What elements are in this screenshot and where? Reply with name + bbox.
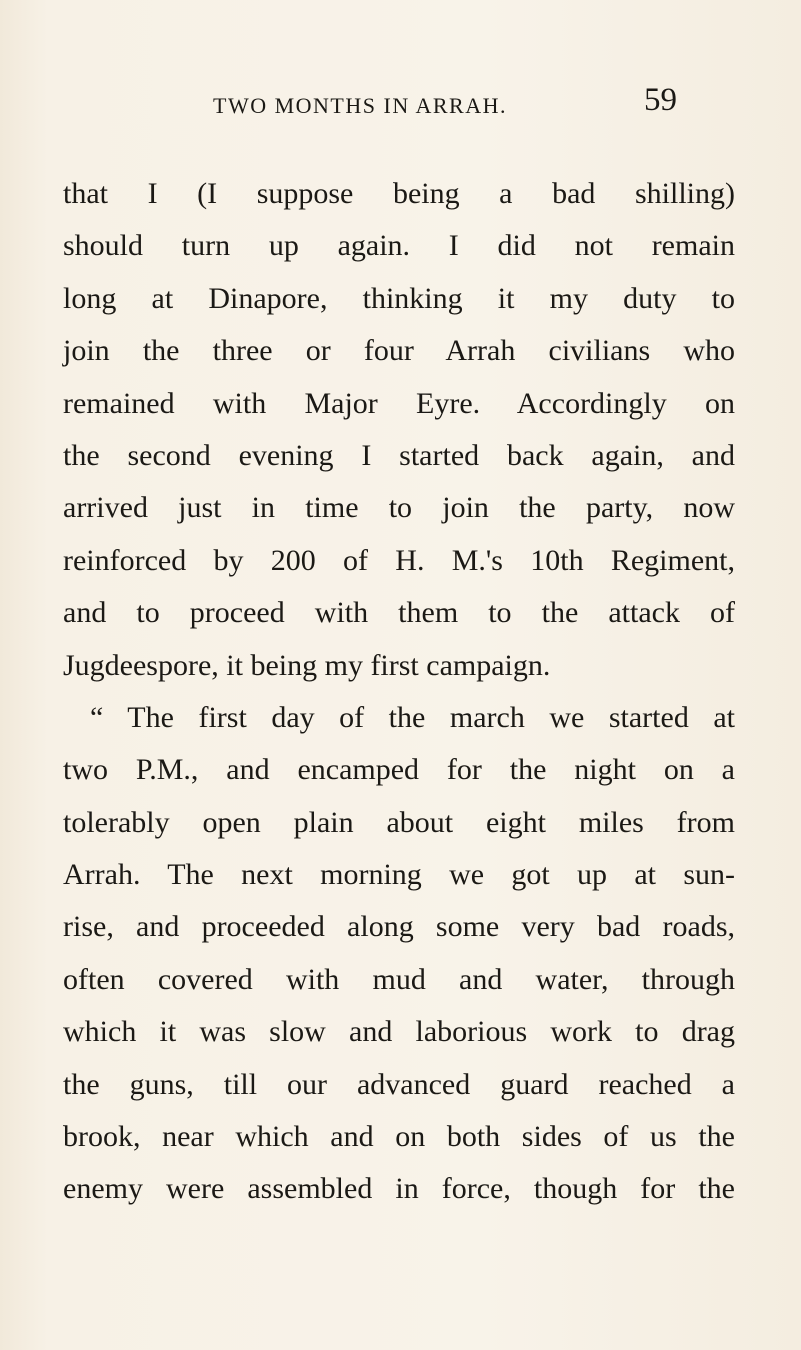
text-line: remained with Major Eyre. Accordingly on: [63, 386, 735, 420]
page-number: 59: [644, 82, 677, 118]
text-line: and to proceed with them to the attack of: [63, 596, 735, 630]
text-line: reinforced by 200 of H. M.'s 10th Regiment,: [63, 543, 735, 577]
running-head: TWO MONTHS IN ARRAH.: [213, 93, 507, 118]
text-line: enemy were assembled in force, though for the: [63, 1172, 735, 1206]
text-line: join the three or four Arrah civilians who: [63, 334, 735, 368]
text-line: Arrah. The next morning we got up at sun-: [63, 858, 735, 892]
text-line: “ The first day of the march we started at: [90, 700, 735, 734]
text-line: should turn up again. I did not remain: [63, 229, 735, 263]
text-line: long at Dinapore, thinking it my duty to: [63, 281, 735, 315]
text-line: brook, near which and on both sides of us the: [63, 1120, 735, 1154]
text-line: that I (I suppose being a bad shilling): [63, 177, 735, 210]
text-line: the guns, till our advanced guard reached a: [63, 1067, 735, 1101]
text-line: the second evening I started back again, and: [63, 438, 735, 472]
text-line: two P.M., and encamped for the night on a: [63, 753, 735, 787]
text-line: which it was slow and laborious work to drag: [63, 1015, 735, 1049]
text-line: Jugdeespore, it being my first campaign.: [63, 648, 551, 682]
text-line: tolerably open plain about eight miles from: [63, 805, 735, 839]
text-line: rise, and proceeded along some very bad roads,: [63, 910, 735, 944]
text-line: arrived just in time to join the party, now: [63, 491, 735, 525]
body-text: [63, 168, 735, 1216]
text-line: often covered with mud and water, through: [63, 962, 735, 996]
